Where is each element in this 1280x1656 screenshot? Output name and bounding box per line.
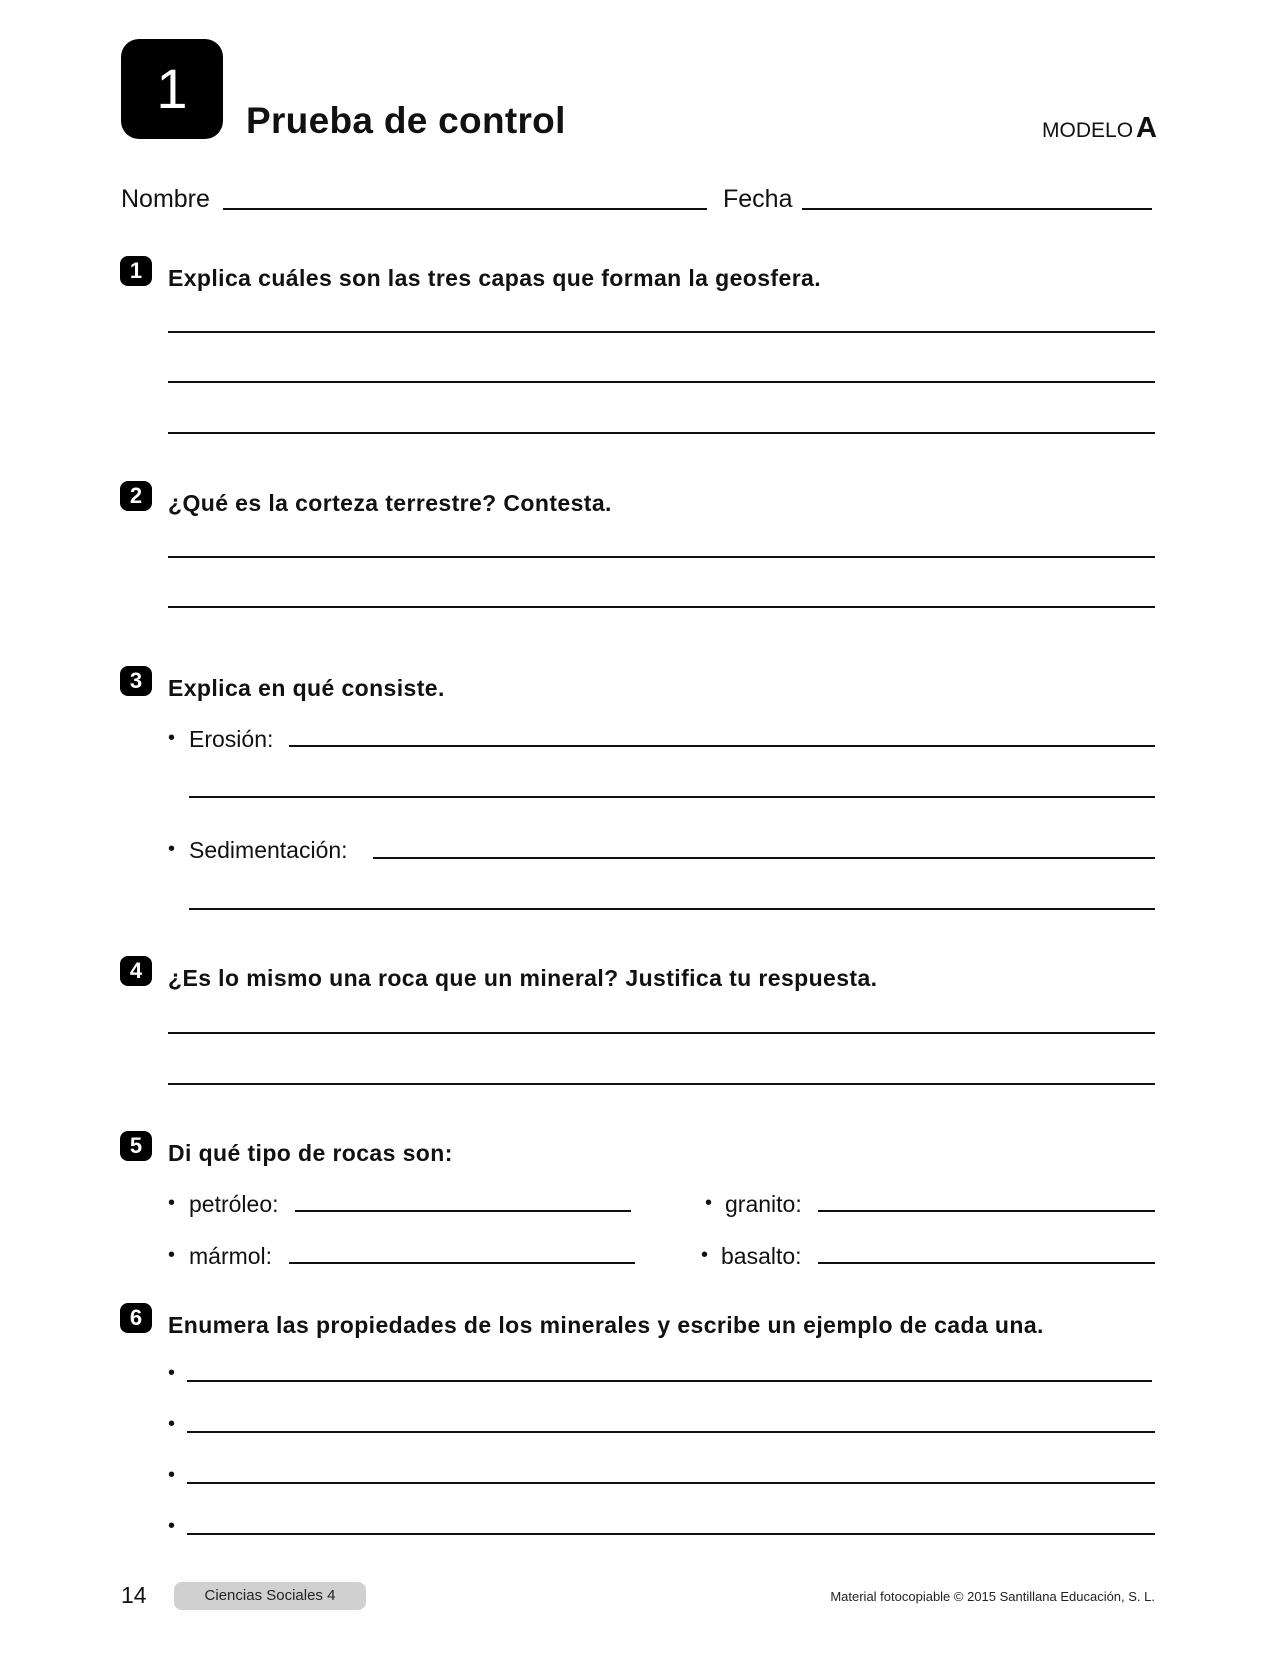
answer-line[interactable] [187,1431,1155,1433]
bullet: • [168,1244,176,1266]
answer-line[interactable] [168,432,1155,434]
petroleo-label: petróleo: [189,1191,279,1217]
answer-line[interactable] [187,1482,1155,1484]
basalto-field[interactable] [818,1262,1155,1264]
granito-label: granito: [725,1191,802,1217]
copyright-notice: Material fotocopiable © 2015 Santillana Educación, S. L. [830,1589,1155,1604]
answer-line[interactable] [168,556,1155,558]
bullet: • [168,1515,176,1537]
basalto-label: basalto: [721,1243,802,1269]
sedimentation-label: Sedimentación: [189,837,348,863]
answer-line[interactable] [168,1083,1155,1085]
bullet: • [168,1413,176,1435]
bullet: • [168,1464,176,1486]
bullet: • [168,1192,176,1214]
answer-line[interactable] [189,796,1155,798]
answer-line[interactable] [168,606,1155,608]
answer-line[interactable] [168,1032,1155,1034]
name-field[interactable] [223,208,707,210]
question-4-number: 4 [120,956,152,986]
question-3-number: 3 [120,666,152,696]
bullet: • [168,1362,176,1384]
sedimentation-field[interactable] [373,857,1155,859]
answer-line[interactable] [187,1380,1152,1382]
answer-line[interactable] [189,908,1155,910]
erosion-field[interactable] [289,745,1155,747]
book-title-tag: Ciencias Sociales 4 [174,1582,366,1610]
date-field[interactable] [802,208,1152,210]
question-1-number: 1 [120,256,152,286]
question-6-text: Enumera las propiedades de los minerales y escribe un ejemplo de cada una. [168,1312,1044,1338]
bullet: • [168,838,176,860]
question-3-text: Explica en qué consiste. [168,675,445,701]
granito-field[interactable] [818,1210,1155,1212]
page-title: Prueba de control [246,100,566,141]
marmol-field[interactable] [289,1262,635,1264]
erosion-label: Erosión: [189,726,274,752]
question-1-text: Explica cuáles son las tres capas que forman la geosfera. [168,265,822,291]
answer-line[interactable] [168,331,1155,333]
bullet: • [705,1192,713,1214]
question-2-number: 2 [120,481,152,511]
question-5-text: Di qué tipo de rocas son: [168,1140,453,1166]
question-6-number: 6 [120,1303,152,1333]
question-2-text: ¿Qué es la corteza terrestre? Contesta. [168,490,612,516]
model-label [1042,112,1157,145]
question-4-text: ¿Es lo mismo una roca que un mineral? Justifica tu respuesta. [168,965,878,991]
page-number: 14 [121,1582,147,1608]
marmol-label: mármol: [189,1243,273,1269]
date-label: Fecha [723,185,793,213]
question-5-number: 5 [120,1131,152,1161]
model-letter: A [1136,112,1157,144]
model-label-text: MODELO [1042,119,1134,142]
name-label: Nombre [121,185,210,213]
bullet: • [168,727,176,749]
unit-number-badge: 1 [121,39,223,139]
petroleo-field[interactable] [295,1210,631,1212]
bullet: • [701,1244,709,1266]
answer-line[interactable] [187,1533,1155,1535]
answer-line[interactable] [168,381,1155,383]
